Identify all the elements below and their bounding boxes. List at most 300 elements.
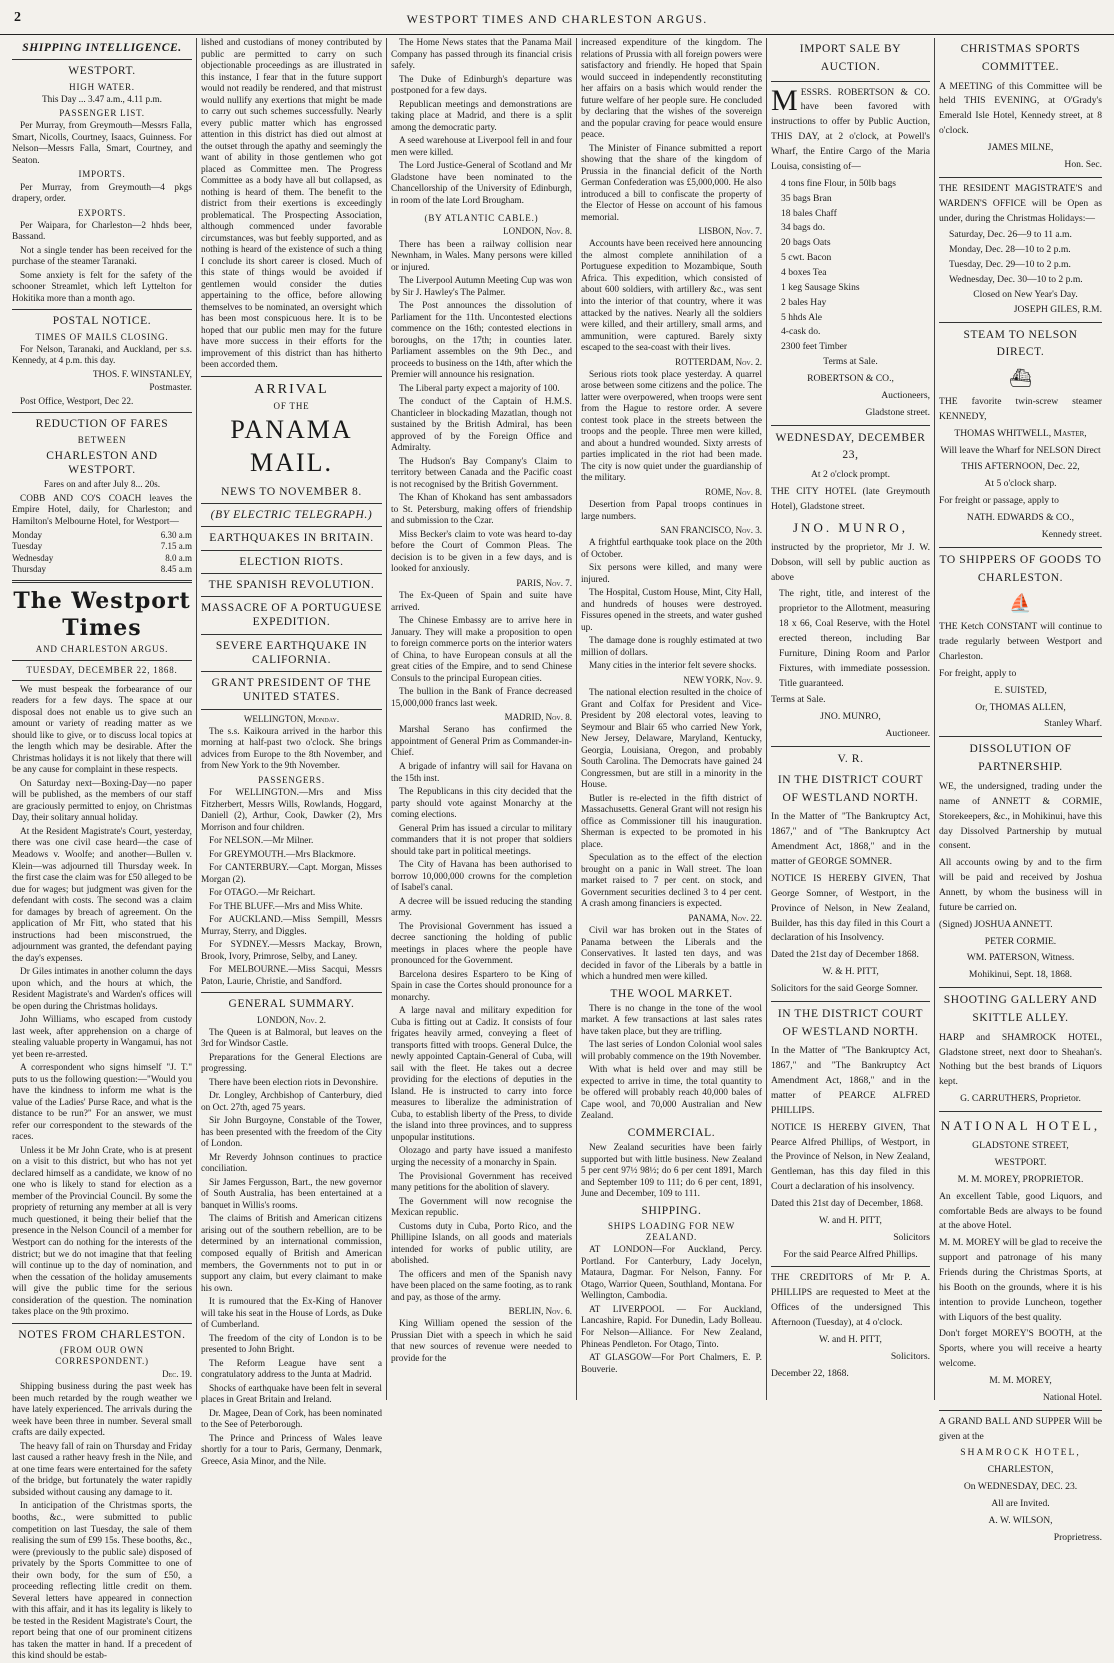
news-paragraph: The Liverpool Autumn Meeting Cup was won by Sir J. Hawley's The Palmer. — [391, 276, 572, 298]
rm-schedule — [939, 228, 1102, 302]
news-paragraph: The Government will now recognise the Mexican republic. — [391, 1196, 572, 1219]
court-signature-title: Solicitors for the said George Somner. — [771, 982, 918, 994]
summary-paragraph: Mr Reverdy Johnson continues to practice conciliation. — [201, 1152, 382, 1175]
passenger-entry: For CANTERBURY.—Capt. Morgan, Misses Morgan (2). — [201, 863, 382, 885]
dissolution-signature: (Signed) JOSHUA ANNETT. — [939, 918, 1053, 930]
fare-time: 6.30 a.m — [160, 530, 192, 541]
editorial-paragraph: On Saturday next—Boxing-Day—no paper will be published, as the members of our staff are graciously permitted to enjoy, on Christmas Day, their solitary annual holiday. — [12, 778, 192, 824]
news-paragraph: AT LIVERPOOL — For Auckland, Lancashire, Rapid. For Dunedin, Lady Bolleau. For Nelson—Alliance. For New Zealand, Phineas Pendleton. For Otago, Tinto. — [581, 1304, 762, 1350]
headline: GRANT PRESIDENT OF THE UNITED STATES. — [211, 677, 372, 704]
imports-heading: IMPORTS. — [78, 169, 126, 180]
madrid-dateline: MADRID, Nov. 8. — [504, 712, 572, 723]
news-paragraph: Butler is re-elected in the fifth district of Massachusetts. General Grant will not resign his office as Commissioner till his inauguration. Sherman is expected to be promoted in his place. — [581, 793, 762, 850]
divider — [201, 992, 382, 993]
summary-paragraph: Sir John Burgoyne, Constable of the Tower, has been presented with the freedom of the City of London. — [201, 1116, 382, 1150]
mails-text: For Nelson, Taranaki, and Auckland, per s.s. Kennedy, at 4 p.m. this day. — [12, 344, 192, 367]
notes-subheading: (FROM OUR OWN CORRESPONDENT.) — [55, 1344, 149, 1367]
news-paragraph: The Provisional Government has received many petitions for the abolition of slavery. — [391, 1171, 572, 1194]
correspondent-paragraph: A correspondent who signs himself "J. T." puts to us the following question:—"Would you have the kindness to inform me what is the value of the Ladies' Purse Race, and what is the distance to be run?" For an answer, we must refer our correspondent to the stewards of the races. — [12, 1063, 192, 1143]
steam-heading: STEAM TO NELSON DIRECT. — [963, 328, 1078, 359]
divider — [201, 550, 382, 551]
news-paragraph: New Zealand securities have been fairly supported but with little business. New Zealand 5 per cent 97½ 98½; do 6 per cent 1891, March and September 109 to 111; do 6 per cent, 1891, June and December, 109 to 111. — [581, 1143, 762, 1200]
fare-day: Thursday — [12, 563, 46, 574]
city-hotel-line: THE CITY HOTEL (late Greymouth Hotel), Gladstone street. — [771, 486, 930, 512]
creditors-date: December 22, 1868. — [771, 1367, 849, 1379]
news-paragraph: The last series of London Colonial wool sales will probably commence on the 19th November. — [581, 1040, 762, 1062]
ketch-icon: ⛵ — [1009, 593, 1032, 614]
court-notice: NOTICE IS HEREBY GIVEN, That Pearce Alfred Phillips, of Westport, in the Province of Nelson, in New Zealand, Gentleman, has this day filed in this Court a declaration of his insolvency. — [771, 1121, 930, 1193]
cargo-item: 4-cask do. — [781, 326, 821, 338]
schooner-text: Some anxiety is felt for the safety of the schooner Streamlet, which left Lyttelton for Hokitika more than a month ago. — [12, 270, 192, 304]
steam-time: THIS AFTERNOON, Dec. 22, — [961, 461, 1080, 473]
court-dated: Dated this 21st day of December, 1868. — [771, 1198, 924, 1210]
creditors-signature: W. and H. PITT, — [819, 1333, 882, 1345]
tender-text: Not a single tender has been received for the purchase of the steamer Taranaki. — [12, 245, 192, 268]
dissolution-text: All accounts owing by and to the firm will be paid and received by Joshua Annett, by whom the business will in future be carried on. — [939, 857, 1102, 913]
news-paragraph: A frightful earthquake took place on the 20th of October. — [581, 538, 762, 560]
news-paragraph: The City of Havana has been authorised to borrow 10,000,000 crowns for the completion of Isabel's canal. — [391, 860, 572, 894]
new-york-dateline: NEW YORK, Nov. 9. — [683, 674, 762, 685]
headline: EARTHQUAKES IN BRITAIN. — [209, 532, 374, 545]
post-office-line: Post Office, Westport, Dec 22. — [20, 396, 134, 407]
shipping-subheading: SHIPS LOADING FOR NEW ZEALAND. — [607, 1221, 736, 1243]
notes-heading: NOTES FROM CHARLESTON. — [18, 1328, 186, 1341]
divider — [939, 177, 1102, 178]
news-paragraph: The national election resulted in the choice of Grant and Colfax for President and Vice-President by 208 electoral votes, leaving to Seymour and Blair 65 who carried New York, New Jersey, Delaware, Maryland, Kentucky, Georgia, Louisiana, Oregon, and probably South Carolina. The Democrats have gained 24 Congressmen, but are still in a minority in the House. — [581, 688, 762, 791]
summary-paragraph: The Reform League have sent a congratulatory address to the Junta at Madrid. — [201, 1358, 382, 1381]
passenger-entry: For SYDNEY.—Messrs Mackay, Brown, Brook, Ivory, Primrose, Selby, and Laney. — [201, 940, 382, 962]
notes-paragraph: In anticipation of the Christmas sports, the booths, &c., were submitted to public competition on last Tuesday, the sale of them realising the sum of £99 15s. These booths, &c., were (previously to the public sale) disposed of privately by the Sports Committee to one of their own body, for the sum of £50, a proceeding reflecting little credit on them. Several letters have appeared in connection with this affair, and it has its legality is likely to be tested in the Resident Magistrate's Court, the report being that one of our prominent citizens has taken the matter in hand. If a precedent of this kind should be estab- — [12, 1501, 192, 1662]
notes-date: Dec. 19. — [162, 1369, 192, 1380]
rm-schedule-item: Monday, Dec. 28—10 to 2 p.m. — [949, 244, 1071, 256]
court-signature-for: For the said Pearce Alfred Phillips. — [783, 1248, 918, 1260]
summary-paragraph: Dr. Longley, Archbishop of Canterbury, died on Oct. 27th, aged 75 years. — [201, 1091, 382, 1113]
drop-cap: M — [771, 83, 798, 117]
divider — [12, 660, 192, 661]
ball-town: CHARLESTON, — [987, 1464, 1054, 1476]
atlantic-cable-heading: (BY ATLANTIC CABLE.) — [424, 213, 539, 224]
steamer-icon: ⛴ — [1009, 368, 1032, 389]
divider — [12, 580, 192, 583]
fare-time: 8.0 a.m — [165, 552, 192, 563]
rm-signature: JOSEPH GILES, R.M. — [1013, 303, 1102, 315]
court-matter: In the Matter of "The Bankruptcy Act, 1867," and "The Bankruptcy Act Amendment Act, 1868," and in the matter of PEARCE ALFRED PHILLIPS. — [771, 1045, 930, 1116]
divider — [201, 596, 382, 597]
high-water-times: This Day ... 3.47 a.m., 4.11 p.m. — [42, 94, 162, 105]
sports-text: A MEETING of this Committee will be held THIS EVENING, at O'Grady's Emerald Isle Hotel, Kennedy street, at 8 o'clock. — [939, 80, 1102, 137]
shooting-heading: SHOOTING GALLERY AND SKITTLE ALLEY. — [943, 994, 1098, 1024]
dissolution-text: WE, the undersigned, trading under the name of ANNETT & CORMIE, Storekeepers, &c., in Mohikinui, have this day Dissolved Partnership by mutual consent. — [939, 780, 1102, 852]
national-hotel-proprietor: M. M. MOREY, PROPRIETOR. — [957, 1173, 1084, 1185]
court-matter: In the Matter of "The Bankruptcy Act, 1867," and of "The Bankruptcy Act Amendment Act, 1868," and in the matter of GEORGE SOMNER. — [771, 811, 930, 868]
summary-paragraph: The Queen is at Balmoral, but leaves on the 3rd for Windsor Castle. — [201, 1027, 382, 1050]
divider — [201, 671, 382, 672]
news-paragraph: The bullion in the Bank of France decreased 15,000,000 francs last week. — [391, 687, 572, 709]
election-paragraph: Unless it be Mr John Crate, who is at present on a visit to this district, but who has not yet declared himself as a candidate, we know of no one who is likely to stand for election as a member of the Provincial Council. By some the propriety of returning any member at all is very much questioned, it being their belief that the presence in the Nelson Council of a member for Westport can do nothing for the interests of the district; but we do not imagine that that feeling will continue up to the day of nomination, and when the cessation of the holiday amusements will give the public time for the serious consideration of the question. The nomination takes place on the 9th proximo. — [12, 1145, 192, 1318]
news-paragraph: Olozago and party have issued a manifesto urging the necessity of a monarchy in Spain. — [391, 1146, 572, 1168]
ball-invite: All are Invited. — [991, 1498, 1050, 1510]
westport-heading: WESTPORT. — [68, 65, 136, 78]
shipping-heading: SHIPPING. — [641, 1204, 702, 1217]
divider — [201, 376, 382, 377]
news-paragraph: The Liberal party expect a majority of 100. — [399, 383, 560, 394]
news-paragraph: The Chinese Embassy are to arrive here in January. They will make a proposition to open to foreign commerce ports on the interior waters of China, to have European consuls at all the great cities of the Empire, and to send Chinese Consuls to the principal European cities. — [391, 616, 572, 684]
news-paragraph: A seed warehouse at Liverpool fell in and four men were killed. — [391, 136, 572, 158]
summary-paragraph: Sir James Fergusson, Bart., the new governor of South Australia, has been entertained at a banquet in Willis's rooms. — [201, 1177, 382, 1211]
london-dateline: LONDON, Nov. 8. — [503, 226, 572, 237]
news-paragraph: A brigade of infantry will sail for Havana on the 15th inst. — [391, 761, 572, 784]
news-paragraph: The Home News states that the Panama Mail Company has passed through its financial crisis safely. — [391, 38, 572, 72]
sports-signature-title: Hon. Sec. — [1064, 158, 1102, 170]
creditors-signature-title: Solicitors. — [890, 1350, 930, 1362]
postmaster-title: Postmaster. — [149, 383, 192, 394]
passenger-entry: For NELSON.—Mr Milner. — [209, 836, 314, 847]
shippers-apply: For freight, apply to — [939, 667, 1017, 679]
passengers-text: Per Murray, from Greymouth—Messrs Falla, Smart, Nicolls, Courtney, Isaacs, Guinness. For Nelson—Messrs Falla, Smart, Courtney, and Seaton. — [12, 121, 192, 166]
news-paragraph: Six persons were killed, and many were injured. — [581, 563, 762, 585]
divider — [12, 309, 192, 310]
fares-heading: REDUCTION OF FARES — [35, 418, 169, 431]
running-head: WESTPORT TIMES AND CHARLESTON ARGUS. — [406, 12, 708, 26]
import-sale-intro — [771, 83, 930, 175]
divider — [939, 322, 1102, 323]
import-sale-heading: IMPORT SALE BY AUCTION. — [799, 43, 902, 73]
berlin-dateline: BERLIN, Nov. 6. — [508, 1306, 572, 1317]
shippers-heading: TO SHIPPERS OF GOODS TO CHARLESTON. — [939, 553, 1102, 584]
divider — [939, 1410, 1102, 1411]
import-sale-text: ESSRS. ROBERTSON & CO. have been favored with instructions to offer by Public Auction, THIS DAY, at 2 o'clock, at Powell's Wharf, the Entire Cargo of the Maria Louisa, consisting of— — [771, 86, 930, 172]
shippers-text: THE Ketch CONSTANT will continue to trade regularly between Westport and Charleston. — [939, 621, 1102, 662]
national-hotel-signature: M. M. MOREY, — [989, 1375, 1052, 1387]
fares-route: CHARLESTON AND WESTPORT. — [46, 449, 158, 476]
ball-signature-title: Proprietress. — [1053, 1531, 1102, 1543]
rm-schedule-item: Tuesday, Dec. 29—10 to 2 p.m. — [949, 259, 1071, 271]
news-paragraph: Desertion from Papal troops continues in large numbers. — [581, 500, 762, 522]
divider — [939, 1111, 1102, 1112]
postmaster-name: THOS. F. WINSTANLEY, — [92, 369, 192, 380]
national-hotel-text: M. M. MOREY will be glad to receive the support and patronage of his many Friends during the Christmas Sports, at his Booth on the grounds, where it is his intention to provide Luncheon, together with Liquors of the best quality. — [939, 1237, 1102, 1323]
postal-notice-heading: POSTAL NOTICE. — [52, 315, 152, 328]
notes-paragraph: The heavy fall of rain on Thursday and Friday last caused a rather heavy fresh in the Nile, and at one time fears were entertained for the safety of the bridge, but fortunately the water rapidly subsided without causing any damage to it. — [12, 1441, 192, 1498]
news-to: NEWS TO NOVEMBER 8. — [221, 485, 362, 498]
news-paragraph: Republican meetings and demonstrations are taking place at Madrid, and there is a split among the democratic party. — [391, 99, 572, 133]
fare-row — [12, 530, 192, 541]
national-hotel-address: GLADSTONE STREET, — [972, 1140, 1069, 1152]
commercial-heading: COMMERCIAL. — [627, 1126, 716, 1139]
headline: ELECTION RIOTS. — [239, 555, 344, 568]
fare-time: 8.45 a.m — [160, 563, 192, 574]
mails-closing-heading: TIMES OF MAILS CLOSING. — [35, 331, 169, 342]
court-notice: NOTICE IS HEREBY GIVEN, That George Somner, of Westport, in the Province of Nelson, in New Zealand, Builder, has this day filed in this Court a declaration of his Insolvency. — [771, 872, 930, 944]
panama-dateline: PANAMA, Nov. 22. — [688, 912, 762, 923]
divider — [939, 987, 1102, 988]
news-paragraph: Customs duty in Cuba, Porto Rico, and the Phillipine Islands, on all goods and materials intended for works of public utility, are abolished. — [391, 1221, 572, 1267]
cargo-item: 35 bags Bran — [781, 192, 832, 204]
divider — [201, 634, 382, 635]
summary-paragraph: Shocks of earthquake have been felt in several places in Great Britain and Ireland. — [201, 1383, 382, 1406]
wednesday-heading: WEDNESDAY, DECEMBER 23, — [775, 431, 926, 462]
divider — [771, 81, 930, 82]
continued-paragraph: increased expenditure of the kingdom. The relations of Prussia with all foreign powers were satisfactory and friendly. He hoped that Spain would succeed in independently reconstituting her affairs on a basis which would render the future welfare of her people sure. He concluded by declaring that the wishes of the sovereign and the popular craving for peace would ensure peace. — [581, 38, 762, 141]
news-paragraph: The Ex-Queen of Spain and suite have arrived. — [391, 591, 572, 613]
of-the: OF THE — [273, 401, 310, 412]
dissolution-heading: DISSOLUTION OF PARTNERSHIP. — [969, 743, 1072, 774]
shippers-address: Stanley Wharf. — [1044, 718, 1102, 730]
masthead — [0, 0, 1114, 35]
san-francisco-dateline: SAN FRANCISCO, Nov. 3. — [660, 525, 762, 536]
divider — [771, 425, 930, 426]
news-paragraph: There has been a railway collision near Newnham, in Wales. Many persons were killed or injured. — [391, 239, 572, 273]
dissolution-signature: PETER CORMIE. — [984, 935, 1057, 947]
shippers-name: E. SUISTED, — [994, 684, 1047, 696]
summary-paragraph: Dr. Magee, Dean of Cork, has been nominated to the See of Peterborough. — [201, 1408, 382, 1431]
fare-day: Monday — [12, 530, 42, 541]
divider — [771, 1001, 930, 1002]
fare-row — [12, 541, 192, 552]
sports-signature: JAMES MILNE, — [987, 142, 1054, 154]
lisbon-dateline: LISBON, Nov. 7. — [698, 226, 762, 237]
news-paragraph: The Khan of Khokand has sent ambassadors to St. Petersburg, making offers of friendship and submission to the Czar. — [391, 493, 572, 527]
national-hotel-text: Don't forget MOREY'S BOOTH, at the Sports, where you will receive a hearty welcome. — [939, 1328, 1102, 1370]
divider — [201, 503, 382, 504]
column-2 — [196, 38, 386, 1467]
ball-signature: A. W. WILSON, — [988, 1514, 1053, 1526]
rm-schedule-item: Closed on New Year's Day. — [973, 288, 1078, 300]
news-paragraph: The Lord Justice-General of Scotland and Mr Gladstone have been nominated to the Chancellorship of the University of Edinburgh, in room of the late Lord Brougham. — [391, 161, 572, 206]
arrival-heading: ARRIVAL — [254, 381, 329, 397]
munro-detail: The right, title, and interest of the proprietor to the Allotment, measuring 18 x 66, Coal Reserve, with the Hotel erected thereon, including Bar Furniture, Dining Room and Parlor Fixtures, with immediate possession. Title guaranteed. — [779, 588, 930, 689]
cargo-item: 5 hhds Ale — [781, 311, 823, 323]
cargo-item: 2300 feet Timber — [781, 341, 848, 353]
ball-text: A GRAND BALL AND SUPPER Will be given at the — [939, 1415, 1102, 1442]
fares-text: Fares on and after July 8... 20s. — [43, 480, 161, 491]
summary-paragraph: The Prince and Princess of Wales leave shortly for a tour to Paris, Germany, Denmark, Greece, Asia Minor, and the Nile. — [201, 1433, 382, 1467]
rm-office-text: THE RESIDENT MAGISTRATE'S and WARDEN'S OFFICE will be Open as under, during the Christmas Holidays:— — [939, 182, 1102, 224]
news-paragraph: General Prim has issued a circular to military commanders that it is not proper that soldiers should take part in political meetings. — [391, 823, 572, 857]
munro-text: instructed by the proprietor, Mr J. W. Dobson, will sell by public auction as above — [771, 541, 930, 583]
rome-dateline: ROME, Nov. 8. — [705, 486, 762, 497]
shooting-text: HARP and SHAMROCK HOTEL, Gladstone street, next door to Sheahan's. Nothing but the best brands of Liquors kept. — [939, 1031, 1102, 1088]
news-paragraph: Speculation as to the effect of the election brought on a panic in Wall street. The loan market raised to 7 per cent. on stock, and Government securities declined 3 to 4 per cent. A crash among financiers is expected. — [581, 853, 762, 910]
news-paragraph: The Hospital, Custom House, Mint, City Hall, and hundreds of houses were destroyed. Fissures opened in the streets, and water gushed up. — [581, 588, 762, 633]
steam-agent-address: Kennedy street. — [1041, 528, 1102, 540]
munro-signature-title: Auctioneer. — [885, 728, 930, 740]
williams-paragraph: John Williams, who escaped from custody last week, after apprehension on a charge of stealing valuable property in Wangamui, has not yet been re-arrested. — [12, 1015, 192, 1060]
headline: MASSACRE OF A PORTUGUESE EXPEDITION. — [201, 602, 382, 629]
shipping-title: SHIPPING INTELLIGENCE. — [22, 42, 182, 54]
issue-date: TUESDAY, DECEMBER 22, 1868. — [26, 664, 178, 675]
shippers-name: Or, THOMAS ALLEN, — [975, 701, 1066, 713]
divider — [12, 59, 192, 60]
munro-terms: Terms at Sale. — [771, 694, 826, 706]
news-paragraph: The officers and men of the Spanish navy have been placed on the same footing, as to rank and pay, as those of the army. — [391, 1269, 572, 1303]
ball-date: On WEDNESDAY, DEC. 23. — [963, 1481, 1078, 1493]
passenger-entry: For OTAGO.—Mr Reichart. — [209, 888, 316, 899]
creditors-notice: THE CREDITORS of Mr P. A. PHILLIPS are requested to Meet at the Offices of the undersigned This Afternoon (Tuesday), at 4 o'clock. — [771, 1272, 930, 1329]
news-paragraph: The damage done is roughly estimated at two million of dollars. — [581, 636, 762, 658]
news-paragraph: The Hudson's Bay Company's Claim to territory between Canada and the Pacific coast is not recognised by the British Government. — [391, 456, 572, 490]
fare-day: Tuesday — [12, 541, 43, 552]
passenger-entry: For AUCKLAND.—Miss Sempill, Messrs Murray, Sterry, and Diggles. — [201, 915, 382, 937]
passenger-entry: For WELLINGTON.—Mrs and Miss Fitzherbert, Messrs Wills, Rowlands, Hoggard, Daniell (2), Arthur, Cook, Dawker (2), Mrs Morrison and four children. — [201, 788, 382, 833]
fares-schedule — [12, 530, 192, 575]
passengers-heading: PASSENGERS. — [258, 774, 325, 785]
munro-heading: JNO. MUNRO, — [793, 519, 908, 535]
rotterdam-dateline: ROTTERDAM, Nov. 2. — [675, 356, 762, 367]
divider — [771, 746, 930, 747]
rm-schedule-item: Saturday, Dec. 26—9 to 11 a.m. — [949, 229, 1072, 241]
headline: SEVERE EARTHQUAKE IN CALIFORNIA. — [215, 639, 368, 666]
column-3 — [386, 38, 576, 1400]
sports-heading: CHRISTMAS SPORTS COMMITTEE. — [960, 43, 1081, 73]
wednesday-time: At 2 o'clock prompt. — [811, 469, 890, 481]
wool-market-heading: THE WOOL MARKET. — [610, 987, 733, 1000]
cargo-item: 4 tons fine Flour, in 50lb bags — [781, 177, 897, 189]
auctioneer-title: Auctioneers, — [881, 389, 930, 401]
cargo-list — [771, 177, 930, 355]
news-paragraph: A large naval and military expedition for Cuba is fitting out at Cadiz. It consists of four frigates heavily armed, conveying a fleet of transports fitted with troops. General Dulce, the newly appointed Captain-General of Cuba, will sail with the fleet. He takes out a decree providing for the elections of deputies in the Island. He is instructed to carry into force measures to liberalize the administration of Cuba, to establish liberty of the Press, to divide the island into three provinces, and to suppress unpopular institutions. — [391, 1006, 572, 1143]
news-paragraph: Accounts have been received here announcing the almost complete annihilation of a Portuguese expedition to Mozambique, South Africa. This expedition, which consisted of about 600 soldiers, with artillery &c., was sent into the interior of that country, where it was attacked by the natives. Nearly all the soldiers were killed, and their artillery, small arms, and ammunition, were captured. Barely sixty escaped to the sea-coast with their lives. — [581, 239, 762, 354]
auctioneer-name: ROBERTSON & CO., — [807, 372, 894, 384]
national-hotel-text: An excellent Table, good Liquors, and comfortable Beds are always to be found at the above Hotel. — [939, 1190, 1102, 1232]
summary-paragraph: Preparations for the General Elections are progressing. — [201, 1052, 382, 1075]
paris-dateline: PARIS, Nov. 7. — [516, 577, 572, 588]
vr-heading: V. R. — [837, 753, 864, 766]
fare-time: 7.15 a.m — [160, 541, 192, 552]
cargo-item: 5 cwt. Bacon — [781, 252, 832, 264]
news-paragraph: The Duke of Edinburgh's departure was postponed for a few days. — [391, 74, 572, 97]
passenger-entry: For MELBOURNE.—Miss Sacqui, Messrs Paton, Laurie, Christie, and Sandford. — [201, 965, 382, 987]
dissolution-date: Mohikinui, Sept. 18, 1868. — [968, 969, 1073, 981]
cargo-item: 4 boxes Tea — [781, 266, 827, 278]
court-heading: IN THE DISTRICT COURT OF WESTLAND NORTH. — [777, 1007, 924, 1038]
shooting-signature: G. CARRUTHERS, Proprietor. — [960, 1093, 1081, 1105]
london-dateline: LONDON, Nov. 2. — [257, 1014, 326, 1025]
general-summary-heading: GENERAL SUMMARY. — [228, 998, 355, 1011]
summary-paragraph: The freedom of the city of London is to be presented to John Bright. — [201, 1333, 382, 1356]
steam-apply: For freight or passage, apply to — [939, 495, 1059, 507]
news-paragraph: The Post announces the dissolution of Parliament for the 11th. Uncontested elections commence on the 16th; contested elections in boroughs, on the 17th; in counties later. Parliament assembles on the 9th Dec., and proceeds to business on the 14th, after which the Premier will announce his resignation. — [391, 301, 572, 381]
news-paragraph: The Provisional Government has issued a decree sanctioning the holding of public meetings in places where the people have pronounced for the Government. — [391, 921, 572, 967]
kaikoura-paragraph: The s.s. Kaikoura arrived in the harbor this morning at half-past two o'clock. She brings advices from Europe to the 8th November, and from New York to the 9th November. — [201, 726, 382, 772]
news-paragraph: The conduct of the Captain of H.M.S. Chanticleer in blockading Mazatlan, though not sustained by the British Admiral, has been approved of by the Foreign Office and Admiralty. — [391, 397, 572, 454]
steam-clock: At 5 o'clock sharp. — [984, 478, 1057, 490]
cargo-item: 1 keg Sausage Skins — [781, 281, 860, 293]
steam-text: THE favorite twin-screw steamer KENNEDY, — [939, 396, 1102, 422]
fares-detail: COBB AND CO'S COACH leaves the Empire Hotel, daily, for Charleston; and Hamilton's Melbourne Hotel, for Westport— — [12, 493, 192, 527]
court-dated: Dated the 21st day of December 1868. — [771, 949, 919, 961]
news-paragraph: AT GLASGOW—For Port Chalmers, E. P. Bouverie. — [581, 1353, 762, 1375]
court-signature: W. and H. PITT, — [819, 1214, 882, 1226]
exports-text: Per Waipara, for Charleston—2 hhds beer, Bassand. — [12, 220, 192, 243]
national-hotel-heading: NATIONAL HOTEL, — [940, 1118, 1101, 1134]
national-hotel-signature-title: National Hotel. — [1042, 1391, 1102, 1403]
munro-signature: JNO. MUNRO, — [820, 711, 881, 723]
divider — [12, 1323, 192, 1324]
court-signature: W. & H. PITT, — [822, 966, 879, 978]
news-paragraph: King William opened the session of the Prussian Diet with a speech in which he said that new sources of revenue were needed to provide for the — [391, 1319, 572, 1364]
summary-paragraph: It is rumoured that the Ex-King of Hanover will take his seat in the House of Lords, as Duke of Cumberland. — [201, 1297, 382, 1331]
divider — [12, 412, 192, 413]
paper-title: The Westport Times — [13, 587, 191, 642]
wellington-dateline: WELLINGTON, Monday. — [243, 713, 340, 724]
terms-line: Terms at Sale. — [823, 356, 878, 368]
steam-leave: Will leave the Wharf for NELSON Direct — [940, 444, 1101, 456]
steam-agent: NATH. EDWARDS & CO., — [966, 512, 1075, 524]
rm-schedule-item: Wednesday, Dec. 30—10 to 2 p.m. — [949, 273, 1083, 285]
divider — [201, 709, 382, 710]
news-paragraph: The Republicans in this city decided that the party should vote against Monarchy at the coming elections. — [391, 787, 572, 821]
divider — [201, 573, 382, 574]
court-heading: IN THE DISTRICT COURT OF WESTLAND NORTH. — [777, 773, 924, 804]
exports-heading: EXPORTS. — [77, 207, 127, 218]
fare-row — [12, 564, 192, 575]
holidays-paragraph: Dr Giles intimates in another column the days upon which, and the hours at which, the Resident Magistrate's and Warden's offices will be open during the Christmas holidays. — [12, 967, 192, 1012]
cargo-item: 18 bales Chaff — [781, 207, 837, 219]
imports-text: Per Murray, from Greymouth—4 pkgs drapery, order. — [12, 182, 192, 205]
paper-subtitle: AND CHARLESTON ARGUS. — [35, 644, 169, 655]
news-paragraph: There is no change in the tone of the wool market. A few transactions at last sales rates have taken place, but they are trifling. — [581, 1003, 762, 1037]
column-6 — [934, 38, 1106, 1543]
passenger-list-heading: PASSENGER LIST. — [59, 108, 145, 119]
divider — [939, 736, 1102, 737]
by-telegraph: (BY ELECTRIC TELEGRAPH.) — [210, 509, 373, 522]
cargo-item: 34 bags do. — [781, 222, 825, 234]
news-paragraph: Barcelona desires Espartero to be King of Spain in case the Cortes should pronounce for a monarchy. — [391, 969, 572, 1003]
divider — [771, 1266, 930, 1267]
column-5 — [766, 38, 934, 1400]
cargo-item: 20 bags Oats — [781, 237, 831, 249]
fares-between: BETWEEN — [77, 434, 127, 445]
court-signature-title: Solicitors — [893, 1231, 930, 1243]
ball-hotel: SHAMROCK HOTEL, — [960, 1447, 1081, 1459]
fare-day: Wednesday — [12, 552, 54, 563]
divider — [201, 526, 382, 527]
newspaper-columns — [8, 38, 1106, 1662]
panama-mail-title: PANAMA MAIL. — [230, 415, 353, 477]
summary-paragraph: There have been election riots in Devonshire. — [209, 1077, 379, 1088]
news-paragraph: With what is held over and may still be expected to arrive in time, the total quantity to be offered will probably reach 40,000 bales of Cape wool, and 70,000 Australian and New Zealand. — [581, 1065, 762, 1122]
column-1 — [8, 38, 196, 1662]
news-paragraph: Marshal Serano has confirmed the appointment of General Prim as Commander-in-Chief. — [391, 725, 572, 759]
headline: THE SPANISH REVOLUTION. — [208, 578, 375, 591]
passenger-entry: For THE BLUFF.—Mrs and Miss White. — [209, 901, 363, 912]
court-paragraph: At the Resident Magistrate's Court, yesterday, there was one civil case heard—the case of Meadows v. Woolfe; and another—Bullen v. Klein—was adjourned till Thursday week. In the first case the claim was for £50 alleged to be due for wages; but judgment was given for the defendant with costs. The second was a claim for damages by breach of agreement. On the application of Mr Fitt, who stated that his instructions had been misconstrued, the adjournment was granted, the defendant paying the day's expenses. — [12, 826, 192, 964]
steam-master: THOMAS WHITWELL, Master, — [954, 427, 1087, 439]
auctioneer-address: Gladstone street. — [865, 406, 930, 418]
divider — [939, 547, 1102, 548]
news-paragraph: The Minister of Finance submitted a report showing that the share of the kingdom of Prussia in the financial deficit of the North German Confederation was £5,000,000. He also introduced a bill to confiscate the property of the Elector of Hesse on account of his famous memorial. — [581, 143, 762, 223]
summary-paragraph: The claims of British and American citizens arising out of the southern rebellion, are to be determined by an international commission, composed equally of British and American members, the Governments not to put in or support any claim, but every claimant to make his own. — [201, 1214, 382, 1294]
dissolution-witness: WM. PATERSON, Witness. — [966, 952, 1075, 964]
news-paragraph: Civil war has broken out in the States of Panama between the Liberals and the Conservatives. It lasted ten days, and was decided in favor of the Liberals by a battle in which a hundred men were killed. — [581, 926, 762, 983]
news-paragraph: A decree will be issued reducing the standing army. — [391, 896, 572, 919]
page-number: 2 — [14, 10, 21, 25]
editorial-paragraph: We must bespeak the forbearance of our readers for a few days. The space at our disposal does not enable us to give such an amount or variety of reading matter as we should like to give, or to discuss local topics at the length which may be desirable. After the Christmas holidays it is not likely that there will be any cause for complaint in these respects. — [12, 684, 192, 776]
passenger-entry: For GREYMOUTH.—Mrs Blackmore. — [209, 849, 356, 860]
notes-paragraph: Shipping business during the past week has been much retarded by the rough weather we have lately experienced. The arrivals during the week have been three in number. Several small crafts are daily expected. — [12, 1382, 192, 1439]
news-paragraph: AT LONDON—For Auckland, Percy. Portland. For Canterbury, Lady Jocelyn, Mataura, Dagmar. For Nelson, Fanny. For Otago, Warrior Queen, Southland, Montana. For Wellington, Cambodia. — [581, 1245, 762, 1302]
fare-row — [12, 553, 192, 564]
high-water-heading: HIGH WATER. — [69, 81, 135, 92]
news-paragraph: Serious riots took place yesterday. A quarrel arose between some citizens and the police. The latter were overpowered, when troops were sent from the Hague to restore order. A severe contest took place in the streets between the troops and the people. Three men were killed, and about a hundred wounded. Sixty arrests of parties implicated in the riot had been made. The city is now quiet under the guardianship of the military. — [581, 369, 762, 484]
news-paragraph: Miss Becker's claim to vote was heard to-day before the Court of Common Pleas. The decision is to be given in a few days, and is looked for anxiously. — [391, 529, 572, 575]
national-hotel-town: WESTPORT. — [994, 1157, 1047, 1169]
column-4 — [576, 38, 766, 1400]
cargo-item: 2 bales Hay — [781, 296, 827, 308]
divider — [12, 680, 192, 681]
news-paragraph: Many cities in the interior felt severe shocks. — [589, 661, 757, 672]
